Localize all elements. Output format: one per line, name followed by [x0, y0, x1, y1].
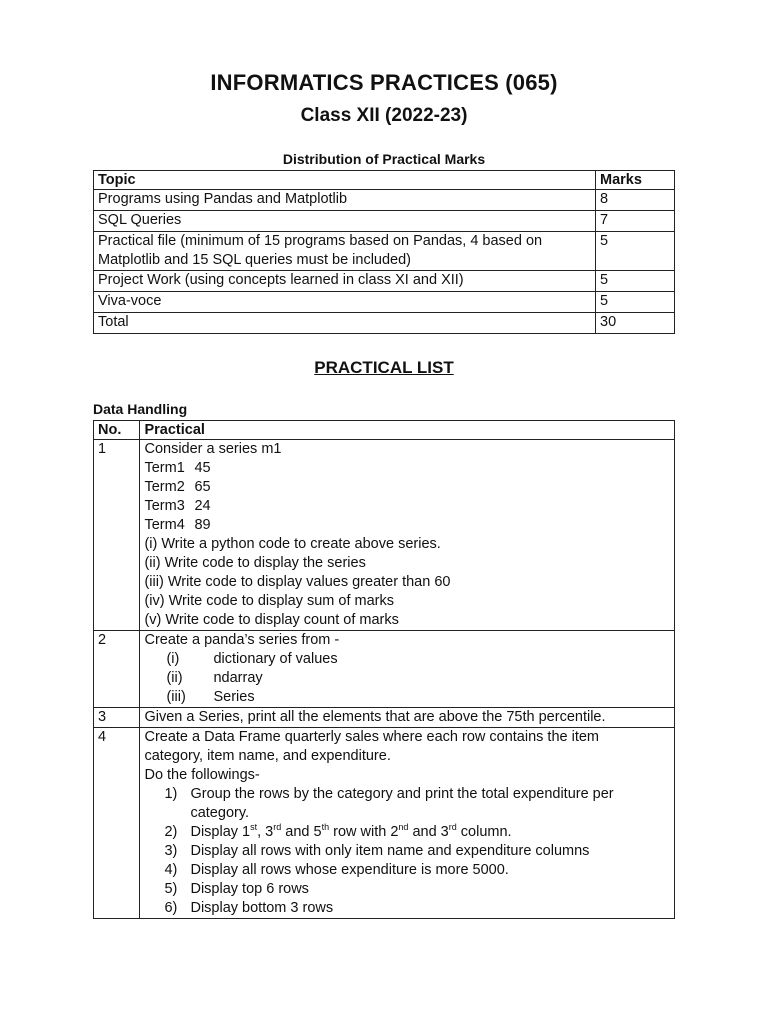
- list-text: Display top 6 rows: [190, 881, 309, 897]
- table-header-row: [94, 421, 675, 440]
- question: (iv) Write code to display sum of marks: [144, 593, 394, 609]
- table-row: [94, 232, 675, 271]
- list-item: [164, 880, 670, 899]
- series-term: [144, 516, 670, 535]
- table-row: [94, 631, 675, 708]
- table-row: [94, 708, 675, 728]
- list-text: Display 1st, 3rd and 5th row with 2nd and 3rd column.: [190, 822, 512, 840]
- term-name: Term3: [144, 498, 185, 514]
- marks-cell: 5: [596, 292, 675, 313]
- term-value: 24: [194, 498, 211, 514]
- list-text: Display all rows with only item name and expenditure columns: [190, 843, 590, 859]
- table-row: [94, 190, 675, 211]
- table-row: [94, 292, 675, 313]
- table-row: [94, 271, 675, 292]
- item-number: 3: [94, 708, 140, 728]
- practical-text: Given a Series, print all the elements that are above the 75th percentile.: [144, 709, 606, 725]
- list-item: [164, 861, 670, 880]
- marks-cell: 5: [596, 232, 675, 271]
- topic-cell: Project Work (using concepts learned in class XI and XII): [94, 271, 596, 292]
- table-row: [94, 728, 675, 919]
- table-header-row: [94, 171, 675, 190]
- task-list: [144, 785, 670, 918]
- marks-cell: 8: [596, 190, 675, 211]
- list-number: 2): [164, 824, 178, 840]
- column-header-topic: Topic: [94, 171, 596, 190]
- marks-cell: 5: [596, 271, 675, 292]
- term-value: 45: [194, 460, 211, 476]
- list-text: Display all rows whose expenditure is more 5000.: [190, 862, 509, 878]
- practical-intro: Create a Data Frame quarterly sales where each row contains the item: [144, 729, 600, 745]
- column-header-no: No.: [94, 421, 140, 440]
- practical-cell: [140, 440, 675, 631]
- question: (v) Write code to display count of marks: [144, 612, 399, 628]
- series-term: [144, 459, 670, 478]
- item-number: 4: [94, 728, 140, 919]
- marks-cell: 30: [596, 313, 675, 334]
- list-text: Display bottom 3 rows: [190, 900, 334, 916]
- list-number: 1): [164, 786, 178, 802]
- list-item: [164, 823, 670, 842]
- question: (i) Write a python code to create above series.: [144, 536, 441, 552]
- marks-distribution-table: [93, 170, 675, 334]
- section-label: Data Handling: [93, 401, 188, 417]
- table-row: [94, 440, 675, 631]
- list-number: (ii): [166, 670, 183, 686]
- list-text: ndarray: [213, 670, 263, 686]
- practical-list-heading: PRACTICAL LIST: [314, 358, 454, 377]
- term-name: Term4: [144, 517, 185, 533]
- table-row: [94, 211, 675, 232]
- practical-intro: Create a panda’s series from -: [144, 632, 340, 648]
- list-item: [164, 785, 670, 823]
- practical-intro: Consider a series m1: [144, 441, 282, 457]
- table-row: [94, 313, 675, 334]
- topic-cell: Total: [94, 313, 596, 334]
- list-item: [144, 650, 670, 669]
- term-value: 65: [194, 479, 211, 495]
- list-item: [164, 899, 670, 918]
- list-number: 5): [164, 881, 178, 897]
- document-subtitle: Class XII (2022-23): [300, 105, 468, 126]
- topic-cell: Viva-voce: [94, 292, 596, 313]
- topic-cell: Programs using Pandas and Matplotlib: [94, 190, 596, 211]
- term-name: Term1: [144, 460, 185, 476]
- list-text: Group the rows by the category and print the total expenditure per category.: [190, 786, 614, 821]
- document-title: INFORMATICS PRACTICES (065): [210, 70, 558, 95]
- list-number: (i): [166, 651, 180, 667]
- marks-cell: 7: [596, 211, 675, 232]
- practical-intro: category, item name, and expenditure.: [144, 748, 391, 764]
- column-header-practical: Practical: [140, 421, 675, 440]
- list-number: 6): [164, 900, 178, 916]
- practical-cell: [140, 708, 675, 728]
- series-term: [144, 497, 670, 516]
- term-name: Term2: [144, 479, 185, 495]
- list-text: dictionary of values: [213, 651, 338, 667]
- practical-intro: Do the followings-: [144, 767, 260, 783]
- list-item: [164, 842, 670, 861]
- question: (iii) Write code to display values greater than 60: [144, 574, 451, 590]
- list-number: 4): [164, 862, 178, 878]
- list-item: [144, 669, 670, 688]
- list-text: Series: [213, 689, 255, 705]
- topic-cell: SQL Queries: [94, 211, 596, 232]
- topic-cell: Practical file (minimum of 15 programs based on Pandas, 4 based on Matplotlib and 15 SQL queries must be included): [94, 232, 596, 271]
- series-term: [144, 478, 670, 497]
- term-value: 89: [194, 517, 211, 533]
- question: (ii) Write code to display the series: [144, 555, 366, 571]
- practical-list-table: [93, 420, 675, 919]
- list-item: [144, 688, 670, 707]
- marks-table-caption: Distribution of Practical Marks: [282, 151, 486, 167]
- item-number: 1: [94, 440, 140, 631]
- item-number: 2: [94, 631, 140, 708]
- list-number: 3): [164, 843, 178, 859]
- column-header-marks: Marks: [596, 171, 675, 190]
- practical-cell: [140, 728, 675, 919]
- list-number: (iii): [166, 689, 186, 705]
- practical-cell: [140, 631, 675, 708]
